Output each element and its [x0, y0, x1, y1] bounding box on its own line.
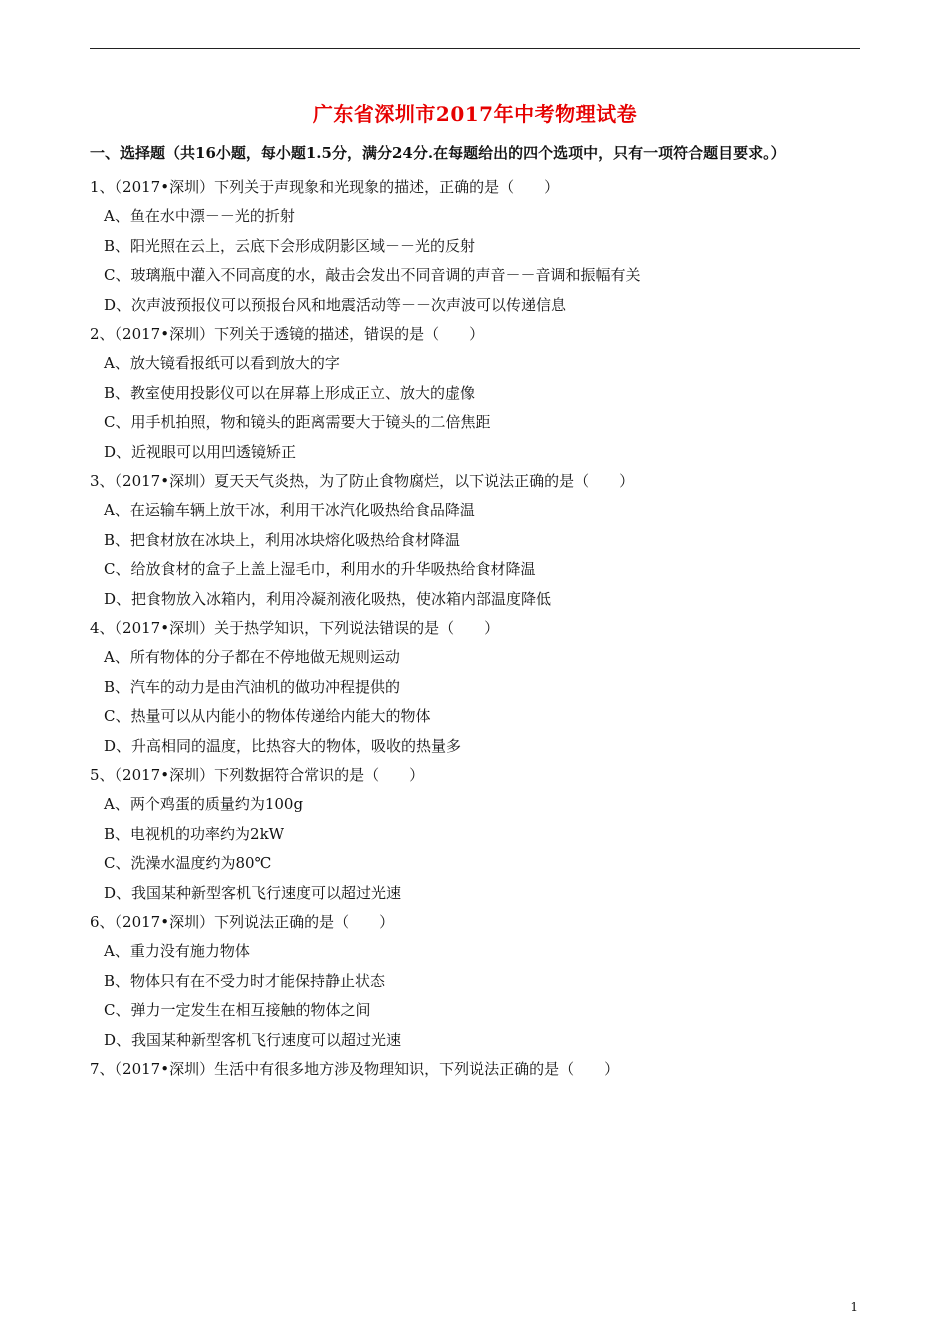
option-b: B、汽车的动力是由汽油机的做功冲程提供的 — [104, 677, 401, 696]
question-stem: 6、（2017•深圳）下列说法正确的是（ ） — [90, 913, 395, 931]
question-2 — [90, 321, 870, 468]
option-d: D、升高相同的温度，比热容大的物体，吸收的热量多 — [104, 736, 462, 755]
question-6 — [90, 909, 870, 1056]
option-b: B、物体只有在不受力时才能保持静止状态 — [104, 971, 386, 990]
section-heading: 一、选择题（共16小题，每小题1.5分，满分24分.在每题给出的四个选项中，只有一项符合题目要求。） — [90, 144, 786, 162]
question-list — [90, 174, 870, 1085]
option-d: D、我国某种新型客机飞行速度可以超过光速 — [104, 883, 402, 902]
option-b: B、阳光照在云上，云底下会形成阴影区域－－光的反射 — [104, 236, 476, 255]
option-a: A、两个鸡蛋的质量约为100g — [104, 795, 304, 813]
option-b: B、教室使用投影仪可以在屏幕上形成正立、放大的虚像 — [104, 383, 476, 402]
question-3 — [90, 468, 870, 615]
option-c: C、弹力一定发生在相互接触的物体之间 — [104, 1001, 371, 1019]
option-d: D、次声波预报仪可以预报台风和地震活动等－－次声波可以传递信息 — [104, 295, 567, 314]
question-stem: 1、（2017•深圳）下列关于声现象和光现象的描述，正确的是（ ） — [90, 178, 560, 196]
header-rule — [90, 48, 860, 49]
question-stem: 3、（2017•深圳）夏天天气炎热，为了防止食物腐烂，以下说法正确的是（ ） — [90, 472, 635, 490]
option-d: D、近视眼可以用凹透镜矫正 — [104, 442, 297, 461]
option-a: A、鱼在水中漂－－光的折射 — [104, 207, 295, 225]
question-stem: 2、（2017•深圳）下列关于透镜的描述，错误的是（ ） — [90, 325, 485, 343]
option-d: D、把食物放入冰箱内，利用冷凝剂液化吸热，使冰箱内部温度降低 — [104, 589, 552, 608]
question-4 — [90, 615, 870, 762]
question-stem: 5、（2017•深圳）下列数据符合常识的是（ ） — [90, 766, 425, 784]
question-7 — [90, 1056, 870, 1085]
option-a: A、放大镜看报纸可以看到放大的字 — [104, 354, 340, 372]
option-a: A、重力没有施力物体 — [104, 942, 250, 960]
option-b: B、电视机的功率约为2kW — [104, 824, 285, 843]
option-a: A、在运输车辆上放干冰，利用干冰汽化吸热给食品降温 — [104, 501, 475, 519]
option-c: C、洗澡水温度约为80℃ — [104, 854, 272, 872]
question-stem: 7、（2017•深圳）生活中有很多地方涉及物理知识，下列说法正确的是（ ） — [90, 1060, 620, 1078]
page-title: 广东省深圳市2017年中考物理试卷 — [312, 102, 638, 126]
option-c: C、用手机拍照，物和镜头的距离需要大于镜头的二倍焦距 — [104, 413, 491, 431]
option-c: C、热量可以从内能小的物体传递给内能大的物体 — [104, 707, 431, 725]
question-1 — [90, 174, 870, 321]
option-a: A、所有物体的分子都在不停地做无规则运动 — [104, 648, 400, 666]
question-stem: 4、（2017•深圳）关于热学知识，下列说法错误的是（ ） — [90, 619, 500, 637]
option-c: C、玻璃瓶中灌入不同高度的水，敲击会发出不同音调的声音－－音调和振幅有关 — [104, 266, 641, 284]
question-5 — [90, 762, 870, 909]
option-b: B、把食材放在冰块上，利用冰块熔化吸热给食材降温 — [104, 530, 461, 549]
option-d: D、我国某种新型客机飞行速度可以超过光速 — [104, 1030, 402, 1049]
option-c: C、给放食材的盒子上盖上湿毛巾，利用水的升华吸热给食材降温 — [104, 560, 536, 578]
page-number: 1 — [850, 1300, 858, 1314]
